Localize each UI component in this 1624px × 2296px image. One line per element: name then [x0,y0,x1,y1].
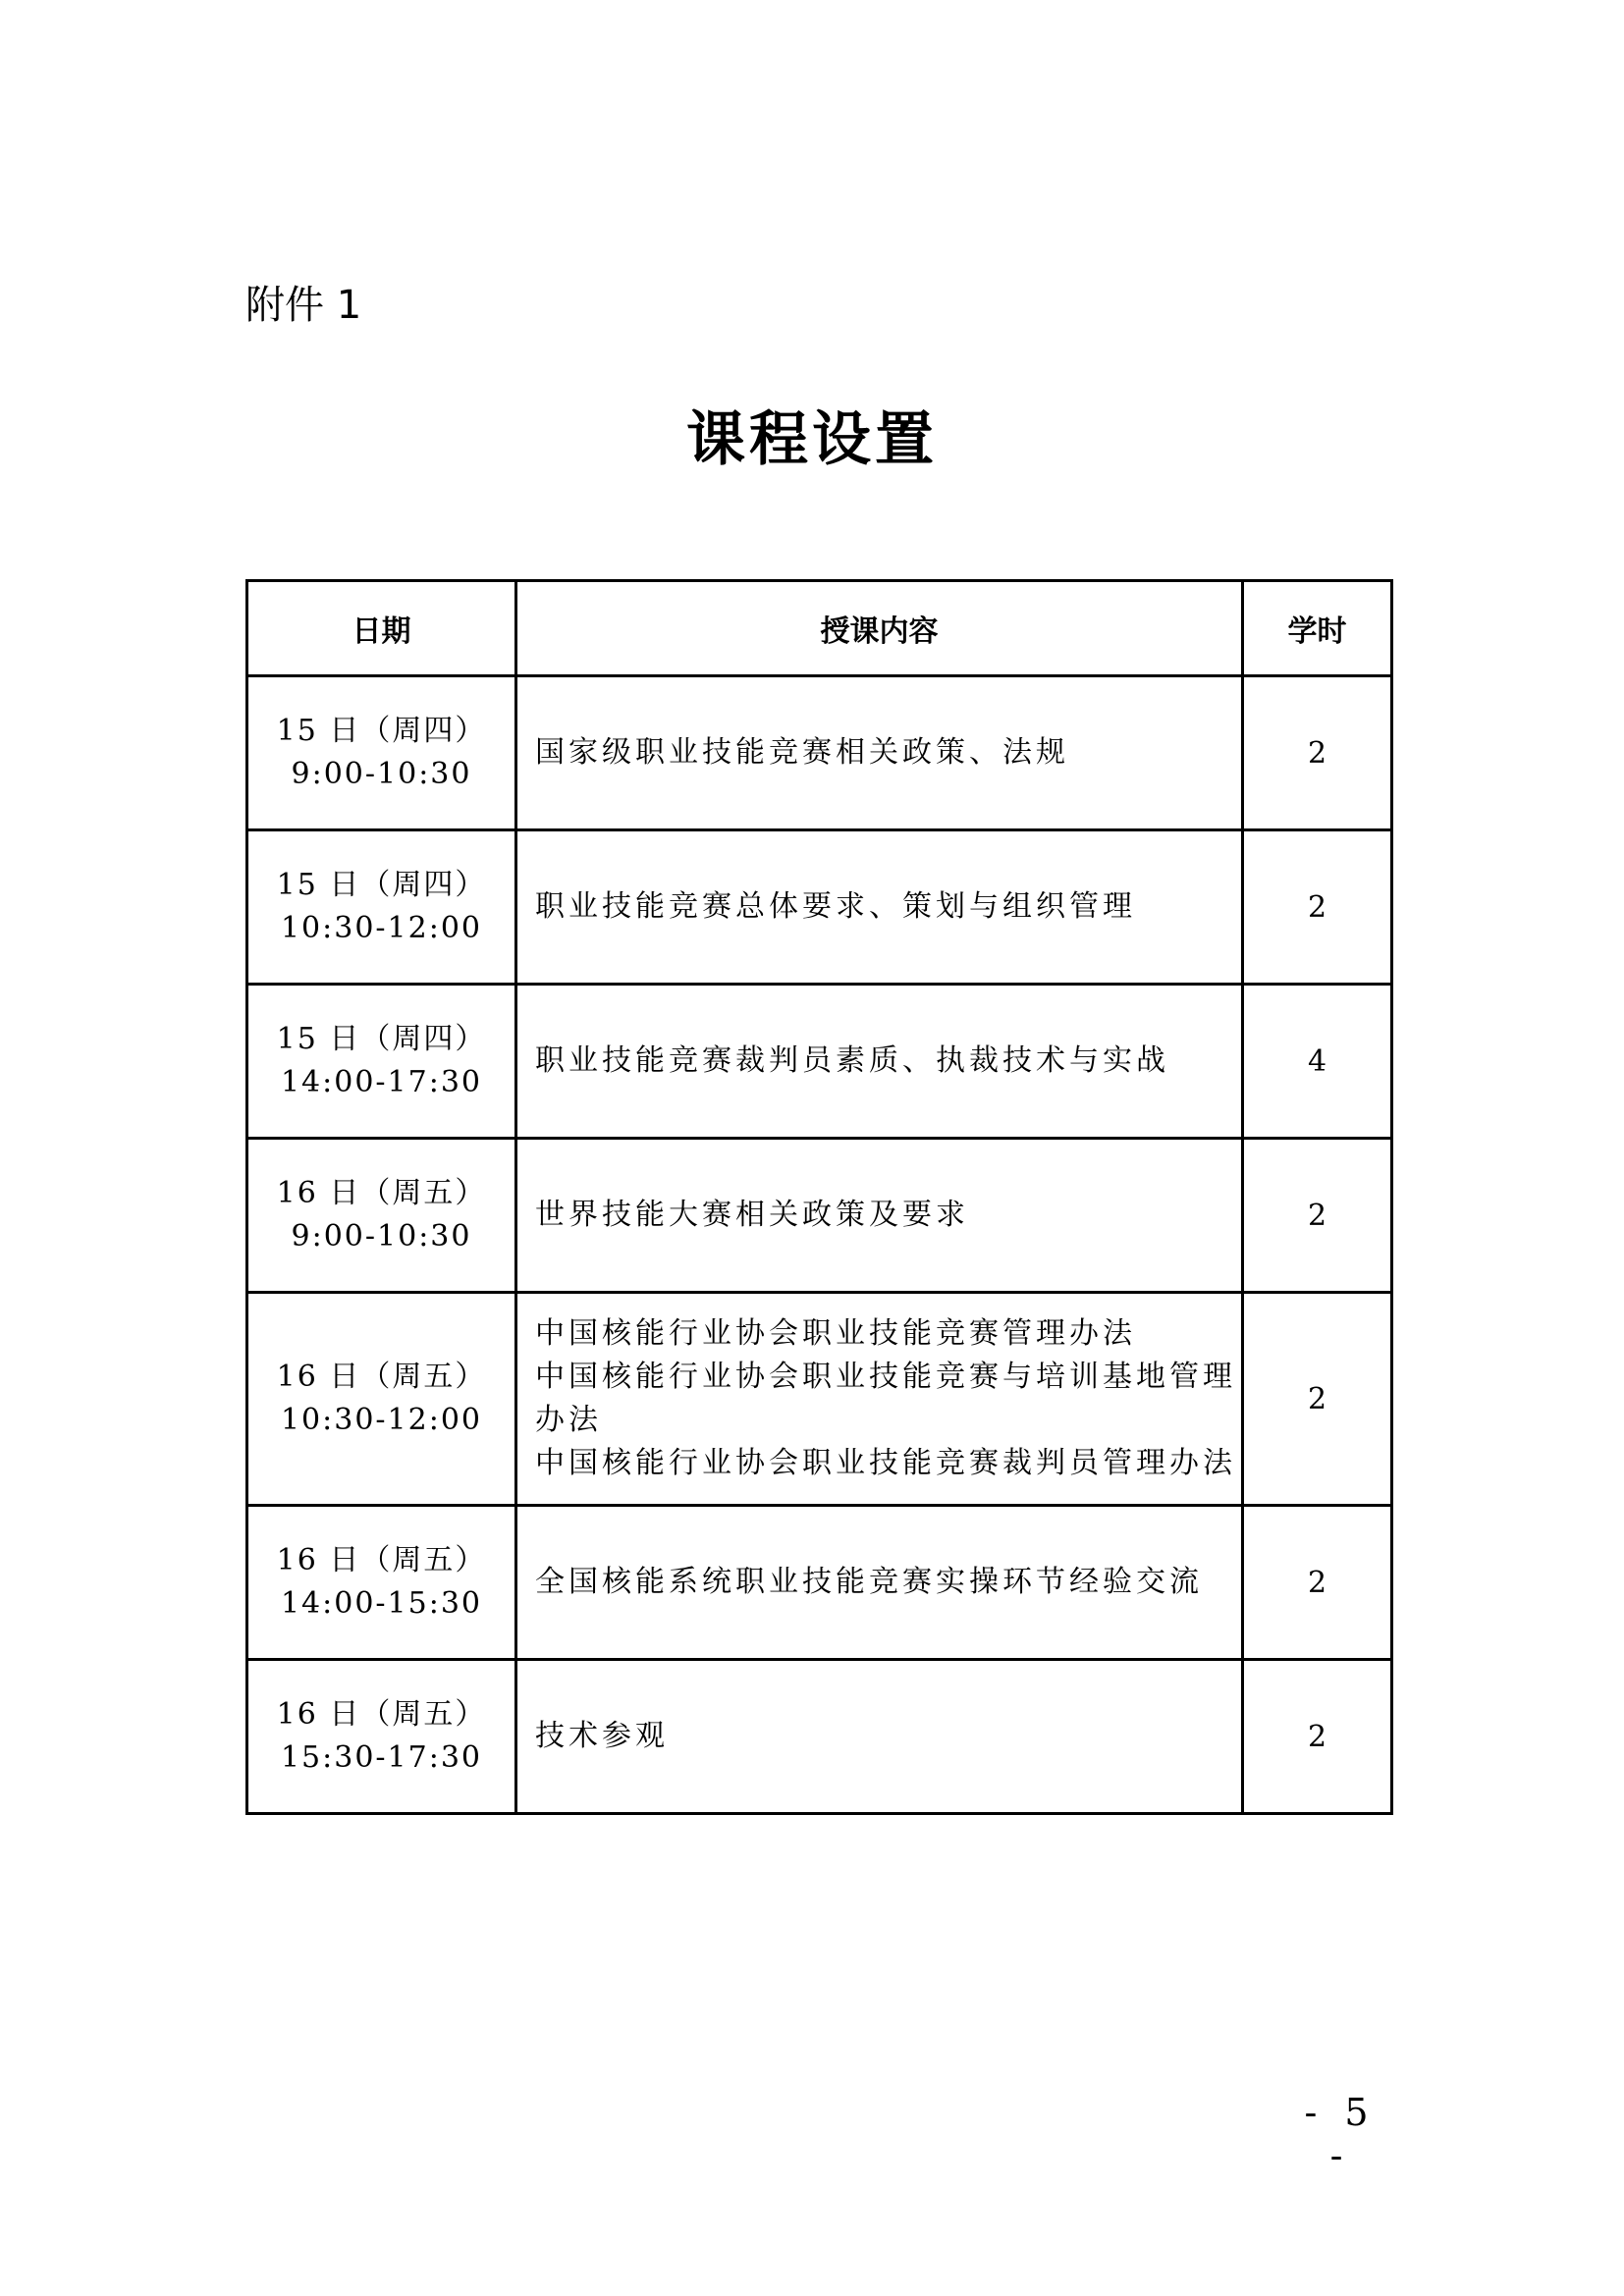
header-content: 授课内容 [516,581,1243,676]
table-header-row [247,581,1392,676]
content-line: 国家级职业技能竞赛相关政策、法规 [535,735,1069,770]
hours-cell: 2 [1243,830,1392,985]
attachment-label: 附件 1 [245,283,362,328]
date-cell [247,676,516,830]
date-time: 9:00-10:30 [291,757,472,791]
date-day: 16 日（周五） [276,1697,487,1732]
page-title: 课程设置 [686,405,938,474]
hours-cell: 2 [1243,1506,1392,1660]
table-row [247,830,1392,985]
content-cell [516,1139,1243,1293]
date-day: 15 日（周四） [276,714,487,748]
date-time: 9:00-10:30 [291,1219,472,1254]
content-line: 职业技能竞赛裁判员素质、执裁技术与实战 [535,1043,1169,1078]
content-cell [516,1506,1243,1660]
page-number: - 5 - [1304,2091,1377,2177]
table-row [247,1139,1392,1293]
content-cell [516,1293,1243,1506]
hours-cell: 2 [1243,1139,1392,1293]
date-day: 16 日（周五） [276,1543,487,1577]
date-time: 10:30-12:00 [280,1403,483,1437]
date-time: 10:30-12:00 [280,911,483,945]
date-cell [247,1660,516,1814]
date-cell [247,1506,516,1660]
content-line: 世界技能大赛相关政策及要求 [535,1198,969,1232]
date-cell [247,830,516,985]
date-time: 15:30-17:30 [280,1740,483,1775]
date-time: 14:00-17:30 [280,1065,483,1099]
content-line: 中国核能行业协会职业技能竞赛裁判员管理办法 [535,1446,1236,1480]
hours-cell: 4 [1243,985,1392,1139]
content-line: 技术参观 [535,1719,669,1753]
date-day: 15 日（周四） [276,868,487,902]
date-cell [247,1293,516,1506]
table-row [247,985,1392,1139]
date-time: 14:00-15:30 [280,1586,483,1621]
content-cell [516,985,1243,1139]
date-day: 16 日（周五） [276,1360,487,1394]
date-cell [247,985,516,1139]
content-line: 全国核能系统职业技能竞赛实操环节经验交流 [535,1565,1203,1599]
table-row [247,1660,1392,1814]
content-line: 中国核能行业协会职业技能竞赛与培训基地管理 [535,1360,1236,1394]
header-date: 日期 [247,581,516,676]
table-row [247,1293,1392,1506]
header-hours: 学时 [1243,581,1392,676]
hours-cell: 2 [1243,676,1392,830]
hours-cell: 2 [1243,1293,1392,1506]
table-row [247,1506,1392,1660]
date-day: 15 日（周四） [276,1022,487,1056]
date-day: 16 日（周五） [276,1176,487,1210]
content-cell [516,830,1243,985]
table-row [247,676,1392,830]
content-line: 职业技能竞赛总体要求、策划与组织管理 [535,889,1136,924]
content-line: 办法 [535,1403,602,1437]
content-cell [516,676,1243,830]
content-cell [516,1660,1243,1814]
course-schedule-table [245,579,1393,1815]
hours-cell: 2 [1243,1660,1392,1814]
date-cell [247,1139,516,1293]
content-line: 中国核能行业协会职业技能竞赛管理办法 [535,1316,1136,1351]
